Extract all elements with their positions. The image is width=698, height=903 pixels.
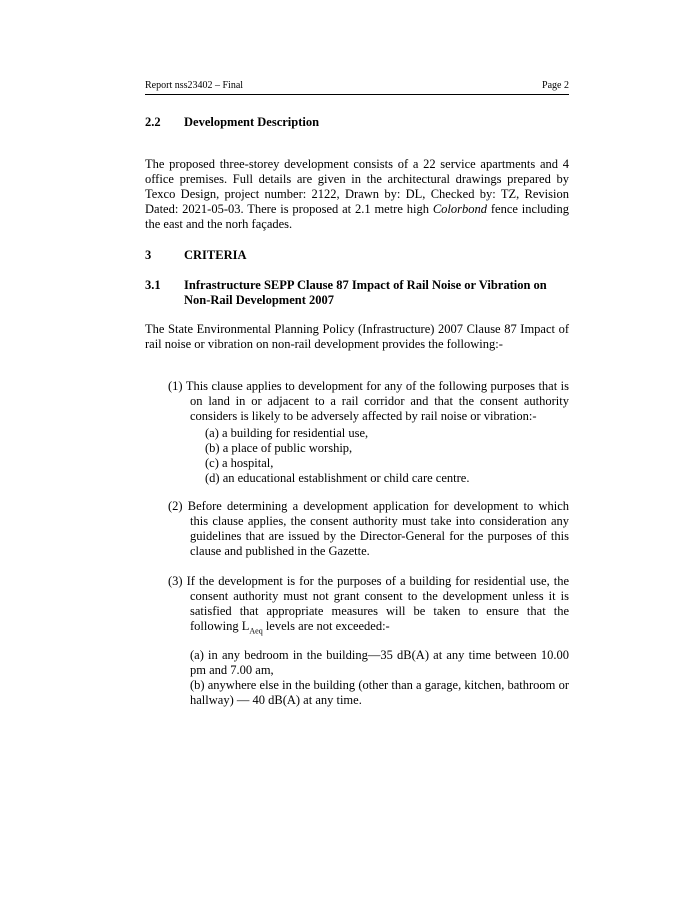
report-reference: Report nss23402 – Final [145, 80, 244, 91]
heading-3-1 [145, 278, 547, 308]
laeq-subscript: Aeq [249, 626, 263, 636]
list-item: (b) a place of public worship, [205, 441, 353, 455]
heading-2-2 [145, 115, 319, 130]
clause-1 [168, 379, 569, 424]
list-item: (a) a building for residential use, [205, 426, 369, 440]
section-number: 3.1 [145, 278, 161, 292]
product-name: Colorbond [432, 202, 488, 216]
heading-3 [145, 248, 247, 263]
sepp-intro-paragraph: The State Environmental Planning Policy (Infrastructure) 2007 Clause 87 Impact of rail noise or vibration on non-rail development provides the following:- [145, 322, 569, 351]
clause-3-text: (3) If the development is for the purposes of a building for residential use, the consent authority must not grant consent to the development unless it is satisfied that appropriate measures will be taken to ensure that the following $L_{Aeq}$ levels are not exceeded:- [168, 574, 569, 636]
clause-1-text: (1) This clause applies to development for any of the following purposes that is on land in or adjacent to a rail corridor and that the consent authority considers is likely to be adversely affected by rail noise or vibration:- [168, 379, 569, 423]
section-title-line-2: Non-Rail Development 2007 [184, 293, 334, 307]
clause-2-text: (2) Before determining a development application for development to which this clause applies, the consent authority must take into consideration any guidelines that are issued by the Director-General for the purposes of this clause and published in the Gazette. [168, 499, 569, 558]
section-number: 3 [145, 248, 152, 262]
clause-1-list [205, 426, 469, 486]
clause-3 [168, 574, 569, 639]
section-title-line-1: Infrastructure SEPP Clause 87 Impact of Rail Noise or Vibration on [184, 278, 547, 292]
clause-2 [168, 499, 569, 559]
section-title: CRITERIA [184, 248, 247, 262]
page-number: Page 2 [542, 80, 569, 91]
section-number: 2.2 [145, 115, 161, 129]
list-item: (c) a hospital, [205, 456, 274, 470]
clause-3-item-a: (a) in any bedroom in the building—35 dB(A) at any time between 10.00 pm and 7.00 am, [190, 648, 569, 677]
clause-3-item-b: (b) anywhere else in the building (other than a garage, kitchen, bathroom or hallway) — 40 dB(A) at any time. [190, 678, 569, 707]
development-description-paragraph: The proposed three-storey development consists of a 22 service apartments and 4 office premises. Full details are given in the architectural drawings prepared by Texco Design, project number: 2122, Drawn by: DL, Checked by: TZ, Revision Dated: 2021-05-03. There is proposed at 2.1 metre high Colorbond fence including the east and the norh façades. [145, 157, 569, 231]
page-header [145, 80, 569, 95]
list-item: (d) an educational establishment or child care centre. [205, 471, 470, 485]
section-title: Development Description [184, 115, 320, 129]
